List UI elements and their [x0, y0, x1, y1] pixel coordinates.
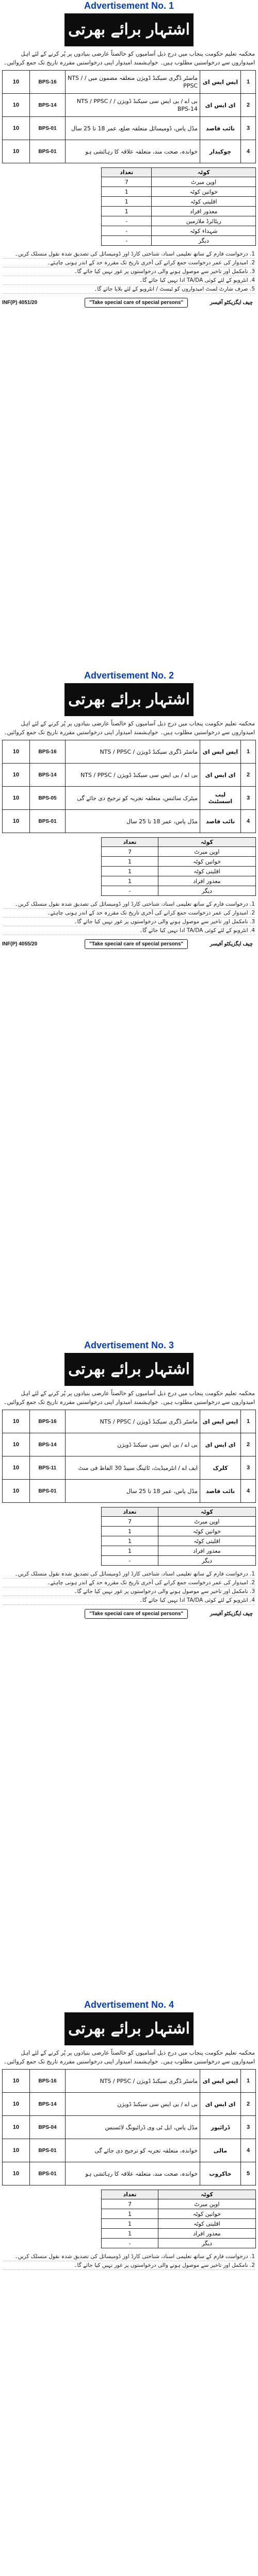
job-number: 5: [241, 2162, 256, 2185]
quota-row: [102, 857, 256, 867]
job-vacancies: 10: [3, 764, 30, 787]
quota-category: اقلیتی کوٹہ: [152, 197, 256, 207]
job-scale: BPS-16: [30, 2070, 66, 2093]
quota-category: خواتین کوٹہ: [152, 187, 256, 197]
job-number: 2: [241, 2093, 256, 2116]
quota-count: 1: [102, 197, 152, 207]
quota-row: [102, 207, 256, 216]
quota-row: [102, 2199, 256, 2209]
job-vacancies: 10: [3, 810, 30, 833]
job-row: [3, 2070, 256, 2093]
advertisement-heading: Advertisement No. 1: [84, 1, 174, 11]
quota-row: [102, 886, 256, 896]
quota-category: اوپن میرٹ: [152, 177, 256, 187]
job-number: 1: [241, 71, 256, 94]
job-scale: BPS-01: [30, 2162, 66, 2185]
signatory: چیف ایگزیکٹو آفیسر: [209, 941, 253, 947]
inf-reference: INF(P) 4055/20: [2, 941, 38, 947]
quota-header: تعداد: [102, 2190, 158, 2199]
advertisement-footer: [2, 939, 256, 951]
quota-row: [102, 2229, 256, 2239]
job-row: [3, 810, 256, 833]
quota-row: [102, 1536, 256, 1546]
job-scale: BPS-01: [30, 1480, 66, 1503]
term-item: 1. درخواست فارم کے ساتھ تعلیمی اسناد، شناختی کارڈ اور ڈومیسائل کی تصدیق شدہ نقول منسلک کریں۔: [3, 1570, 255, 1579]
quota-count: -: [102, 226, 152, 236]
job-scale: BPS-14: [30, 94, 66, 117]
job-qualification: ماسٹر ڈگری سیکنڈ ڈویژن متعلقہ مضمون میں / NTS / PPSC: [66, 71, 200, 94]
job-qualification: بی اے / بی ایس سی سیکنڈ ڈویژن: [66, 1433, 200, 1456]
quota-count: 7: [102, 1517, 158, 1527]
jobs-table: [2, 2069, 256, 2185]
job-title: خاکروب: [200, 2162, 241, 2185]
quota-row: [102, 1517, 256, 1527]
job-row: [3, 1456, 256, 1480]
term-item: 2. امیدوار کی عمر درخواست جمع کرانے کی آخری تاریخ تک مقررہ حد کے اندر ہونی چاہئے۔: [3, 909, 255, 918]
job-number: 1: [241, 1410, 256, 1433]
job-qualification: بی اے / بی ایس سی سیکنڈ ڈویژن / NTS / PPSC: [66, 764, 200, 787]
job-title: نائب قاصد: [200, 1480, 241, 1503]
quota-category: اقلیتی کوٹہ: [158, 867, 255, 876]
job-number: 4: [241, 810, 256, 833]
quota-category: خواتین کوٹہ: [158, 1527, 255, 1536]
quota-count: -: [102, 886, 158, 896]
job-number: 1: [241, 2070, 256, 2093]
quota-header: تعداد: [102, 838, 158, 847]
job-row: [3, 740, 256, 764]
job-qualification: ماسٹر ڈگری سیکنڈ ڈویژن / NTS / PPSC: [66, 1410, 200, 1433]
job-row: [3, 140, 256, 163]
job-title: ایس ایس ای: [200, 740, 241, 764]
job-number: 3: [241, 2116, 256, 2139]
quota-count: -: [102, 2239, 158, 2248]
job-scale: BPS-01: [30, 140, 66, 163]
advertisement-heading: Advertisement No. 4: [84, 1999, 174, 2010]
job-scale: BPS-05: [30, 787, 66, 810]
quota-count: 1: [102, 1546, 158, 1556]
job-number: 2: [241, 1433, 256, 1456]
job-number: 4: [241, 1480, 256, 1503]
term-item: 1. درخواست فارم کے ساتھ تعلیمی اسناد، شناختی کارڈ اور ڈومیسائل کی تصدیق شدہ نقول منسلک کریں۔: [3, 250, 255, 259]
job-qualification: مڈل پاس، عمر 18 تا 25 سال: [66, 1480, 200, 1503]
recruitment-banner: اشتہار برائے بھرتی: [64, 2012, 194, 2045]
quota-count: 7: [102, 847, 158, 857]
job-qualification: ماسٹر ڈگری سیکنڈ ڈویژن / NTS / PPSC: [66, 2070, 200, 2093]
quota-count: 7: [102, 2199, 158, 2209]
term-item: 1. درخواست فارم کے ساتھ تعلیمی اسناد، شناختی کارڈ اور ڈومیسائل کی تصدیق شدہ نقول منسلک کریں۔: [3, 2252, 255, 2261]
job-title: ای ایس ای: [200, 94, 241, 117]
signatory: چیف ایگزیکٹو آفیسر: [209, 300, 253, 306]
job-qualification: مڈل پاس، عمر 18 تا 25 سال: [66, 810, 200, 833]
quota-category: خواتین کوٹہ: [158, 857, 255, 867]
quota-category: معذور افراد: [152, 207, 256, 216]
quota-count: 7: [102, 177, 152, 187]
quota-header: تعداد: [102, 168, 152, 177]
quota-count: -: [102, 1556, 158, 1566]
job-title: چوکیدار: [200, 140, 241, 163]
quota-row: [102, 1556, 256, 1566]
job-row: [3, 1433, 256, 1456]
quota-row: [102, 847, 256, 857]
term-item: 3. نامکمل اور تاخیر سے موصول ہونے والی درخواستوں پر غور نہیں کیا جائے گا۔: [3, 1587, 255, 1596]
job-qualification: بی اے / بی ایس سی سیکنڈ ڈویژن: [66, 2093, 200, 2116]
quota-row: [102, 187, 256, 197]
quota-category: خواتین کوٹہ: [158, 2209, 255, 2219]
job-scale: BPS-14: [30, 2093, 66, 2116]
quota-count: 1: [102, 187, 152, 197]
job-vacancies: 10: [3, 140, 30, 163]
job-row: [3, 2162, 256, 2185]
quota-header: تعداد: [102, 1507, 158, 1517]
advertisement-intro: محکمہ تعلیم حکومت پنجاب میں درج ذیل آسامیوں کو خالصتاً عارضی بنیادوں پر پُر کرنے کے لئے اہل امیدواروں سے درخواستیں مطلوب ہیں۔ خواہشمند امیدوار اپنی درخواستیں مقررہ تاریخ تک جمع کروائیں۔: [4, 2049, 255, 2065]
job-row: [3, 2116, 256, 2139]
special-persons-note: "Take special care of special persons": [85, 939, 188, 949]
job-number: 3: [241, 787, 256, 810]
job-number: 3: [241, 1456, 256, 1480]
job-row: [3, 1410, 256, 1433]
jobs-table: [2, 740, 256, 833]
advertisement-2: [0, 670, 258, 951]
quota-count: -: [102, 216, 152, 226]
quota-count: 1: [102, 857, 158, 867]
job-vacancies: 10: [3, 94, 30, 117]
quota-category: دیگر: [158, 2239, 255, 2248]
job-vacancies: 10: [3, 117, 30, 140]
terms-and-conditions: [3, 2252, 255, 2270]
quota-category: ریٹائرڈ ملازمین: [152, 216, 256, 226]
job-qualification: خواندہ، متعلقہ تجربہ کو ترجیح دی جائے گی: [66, 2139, 200, 2162]
advertisement-footer: [2, 1609, 256, 1620]
advertisement-intro: محکمہ تعلیم حکومت پنجاب میں درج ذیل آسامیوں کو خالصتاً عارضی بنیادوں پر پُر کرنے کے لئے اہل امیدواروں سے درخواستیں مطلوب ہیں۔ خواہشمند امیدوار اپنی درخواستیں مقررہ تاریخ تک جمع کروائیں۔: [4, 50, 255, 66]
job-qualification: مڈل پاس، ایل ٹی وی ڈرائیونگ لائسنس: [66, 2116, 200, 2139]
quota-count: 1: [102, 867, 158, 876]
term-item: 4. انٹرویو کے لئے کوئی TA/DA ادا نہیں کیا جائے گا۔: [3, 926, 255, 935]
job-number: 1: [241, 740, 256, 764]
jobs-table: [2, 70, 256, 163]
advertisement-intro: محکمہ تعلیم حکومت پنجاب میں درج ذیل آسامیوں کو خالصتاً عارضی بنیادوں پر پُر کرنے کے لئے اہل امیدواروں سے درخواستیں مطلوب ہیں۔ خواہشمند امیدوار اپنی درخواستیں مقررہ تاریخ تک جمع کروائیں۔: [4, 720, 255, 736]
quota-count: 1: [102, 2209, 158, 2219]
quota-category: اوپن میرٹ: [158, 1517, 255, 1527]
job-row: [3, 787, 256, 810]
quota-count: 1: [102, 2219, 158, 2229]
job-vacancies: 10: [3, 1480, 30, 1503]
quota-row: [102, 876, 256, 886]
job-title: ایس ایس ای: [200, 2070, 241, 2093]
job-qualification: خواندہ، صحت مند، متعلقہ علاقہ کا رہائشی ہو: [66, 2162, 200, 2185]
job-title: لیب اسسٹنٹ: [200, 787, 241, 810]
job-title: مالی: [200, 2139, 241, 2162]
job-scale: BPS-14: [30, 1433, 66, 1456]
job-row: [3, 1480, 256, 1503]
advertisement-4: [0, 1999, 258, 2270]
quota-count: 1: [102, 876, 158, 886]
advertisement-3: [0, 1340, 258, 1620]
term-item: 4. انٹرویو کے لئے کوئی TA/DA ادا نہیں کیا جائے گا۔: [3, 276, 255, 285]
quota-row: [102, 216, 256, 226]
advertisement-heading: Advertisement No. 2: [84, 670, 174, 681]
job-vacancies: 10: [3, 740, 30, 764]
quota-category: معذور افراد: [158, 2229, 255, 2239]
job-title: نائب قاصد: [200, 810, 241, 833]
quota-header: کوٹہ: [158, 838, 255, 847]
quota-count: 1: [102, 207, 152, 216]
recruitment-banner: اشتہار برائے بھرتی: [64, 683, 194, 716]
job-vacancies: 10: [3, 1410, 30, 1433]
quota-header: کوٹہ: [158, 2190, 255, 2199]
jobs-table: [2, 1410, 256, 1503]
job-title: ایس ایس ای: [200, 71, 241, 94]
job-title: ای ایس ای: [200, 2093, 241, 2116]
quota-row: [102, 197, 256, 207]
job-number: 2: [241, 94, 256, 117]
term-item: 2. امیدوار کی عمر درخواست جمع کرانے کی آخری تاریخ تک مقررہ حد کے اندر ہونی چاہئے۔: [3, 1579, 255, 1587]
terms-and-conditions: [3, 900, 255, 935]
quota-category: دیگر: [158, 886, 255, 896]
job-vacancies: 10: [3, 2139, 30, 2162]
signatory: چیف ایگزیکٹو آفیسر: [209, 1611, 253, 1617]
quota-row: [102, 867, 256, 876]
terms-and-conditions: [3, 1570, 255, 1605]
term-item: 4. انٹرویو کے لئے کوئی TA/DA ادا نہیں کیا جائے گا۔: [3, 1596, 255, 1605]
recruitment-banner: اشتہار برائے بھرتی: [64, 1353, 194, 1386]
job-scale: BPS-11: [30, 1456, 66, 1480]
special-persons-note: "Take special care of special persons": [85, 298, 188, 308]
job-number: 3: [241, 117, 256, 140]
job-row: [3, 764, 256, 787]
job-title: نائب قاصد: [200, 117, 241, 140]
quota-count: 1: [102, 1536, 158, 1546]
job-row: [3, 2139, 256, 2162]
job-qualification: ایف اے / انٹرمیڈیٹ، ٹائپنگ سپیڈ 30 الفاظ فی منٹ: [66, 1456, 200, 1480]
quota-category: معذور افراد: [158, 1546, 255, 1556]
quota-row: [102, 226, 256, 236]
quota-table: [101, 167, 256, 246]
inf-reference: INF(P) 4051/20: [2, 300, 38, 306]
job-title: ڈرائیور: [200, 2116, 241, 2139]
quota-row: [102, 2219, 256, 2229]
quota-count: -: [102, 236, 152, 246]
quota-category: اقلیتی کوٹہ: [158, 1536, 255, 1546]
quota-category: اقلیتی کوٹہ: [158, 2219, 255, 2229]
quota-row: [102, 2239, 256, 2248]
job-vacancies: 10: [3, 1433, 30, 1456]
advertisement-heading: Advertisement No. 3: [84, 1340, 174, 1350]
term-item: 3. نامکمل اور تاخیر سے موصول ہونے والی درخواستوں پر غور نہیں کیا جائے گا۔: [3, 267, 255, 276]
job-scale: BPS-01: [30, 810, 66, 833]
quota-table: [101, 2190, 256, 2248]
quota-header: کوٹہ: [152, 168, 256, 177]
quota-row: [102, 236, 256, 246]
quota-table: [101, 837, 256, 896]
job-row: [3, 71, 256, 94]
job-scale: BPS-14: [30, 764, 66, 787]
job-vacancies: 10: [3, 1456, 30, 1480]
job-qualification: ماسٹر ڈگری سیکنڈ ڈویژن / NTS / PPSC: [66, 740, 200, 764]
job-title: ایس ایس ای: [200, 1410, 241, 1433]
quota-category: معذور افراد: [158, 876, 255, 886]
job-vacancies: 10: [3, 2162, 30, 2185]
job-vacancies: 10: [3, 787, 30, 810]
special-persons-note: "Take special care of special persons": [85, 1609, 188, 1619]
quota-category: اوپن میرٹ: [158, 2199, 255, 2209]
job-qualification: خواندہ، صحت مند، متعلقہ علاقہ کا رہائشی ہو: [66, 140, 200, 163]
job-scale: BPS-16: [30, 71, 66, 94]
job-scale: BPS-01: [30, 2139, 66, 2162]
job-title: ای ایس ای: [200, 764, 241, 787]
job-scale: BPS-16: [30, 1410, 66, 1433]
quota-row: [102, 2209, 256, 2219]
quota-row: [102, 1546, 256, 1556]
job-qualification: میٹرک سائنس، متعلقہ تجربہ کو ترجیح دی جائے گی: [66, 787, 200, 810]
quota-row: [102, 177, 256, 187]
job-row: [3, 94, 256, 117]
job-vacancies: 10: [3, 71, 30, 94]
job-scale: BPS-01: [30, 117, 66, 140]
quota-category: اوپن میرٹ: [158, 847, 255, 857]
quota-count: 1: [102, 2229, 158, 2239]
quota-count: 1: [102, 1527, 158, 1536]
job-title: کلرک: [200, 1456, 241, 1480]
term-item: 1. درخواست فارم کے ساتھ تعلیمی اسناد، شناختی کارڈ اور ڈومیسائل کی تصدیق شدہ نقول منسلک کریں۔: [3, 900, 255, 909]
job-number: 2: [241, 764, 256, 787]
job-title: ای ایس ای: [200, 1433, 241, 1456]
quota-header: کوٹہ: [158, 1507, 255, 1517]
terms-and-conditions: [3, 250, 255, 294]
job-scale: BPS-04: [30, 2116, 66, 2139]
job-number: 4: [241, 140, 256, 163]
job-vacancies: 10: [3, 2116, 30, 2139]
job-vacancies: 10: [3, 2093, 30, 2116]
quota-category: شہداء کوٹہ: [152, 226, 256, 236]
advertisement-footer: [2, 298, 256, 309]
quota-category: دیگر: [152, 236, 256, 246]
advertisement-1: [0, 0, 258, 309]
job-vacancies: 10: [3, 2070, 30, 2093]
job-row: [3, 2093, 256, 2116]
term-item: 2. امیدوار کی عمر درخواست جمع کرانے کی آخری تاریخ تک مقررہ حد کے اندر ہونی چاہئے۔: [3, 259, 255, 267]
recruitment-banner: اشتہار برائے بھرتی: [64, 13, 194, 46]
advertisement-intro: محکمہ تعلیم حکومت پنجاب میں درج ذیل آسامیوں کو خالصتاً عارضی بنیادوں پر پُر کرنے کے لئے اہل امیدواروں سے درخواستیں مطلوب ہیں۔ خواہشمند امیدوار اپنی درخواستیں مقررہ تاریخ تک جمع کروائیں۔: [4, 1390, 255, 1405]
job-number: 4: [241, 2139, 256, 2162]
quota-category: دیگر: [158, 1556, 255, 1566]
job-qualification: مڈل پاس، ڈومیسائل متعلقہ ضلع، عمر 18 تا 25 سال: [66, 117, 200, 140]
quota-row: [102, 1527, 256, 1536]
job-row: [3, 117, 256, 140]
term-item: 2. نامکمل اور تاخیر سے موصول ہونے والی درخواستوں پر غور نہیں کیا جائے گا۔: [3, 2261, 255, 2270]
term-item: 5. صرف شارٹ لسٹ امیدواروں کو ٹیسٹ / انٹرویو کے لئے بلایا جائے گا۔: [3, 285, 255, 294]
job-scale: BPS-16: [30, 740, 66, 764]
job-qualification: بی اے / بی ایس سی سیکنڈ ڈویژن / NTS / PPSC / BPS-14: [66, 94, 200, 117]
quota-table: [101, 1507, 256, 1566]
term-item: 3. نامکمل اور تاخیر سے موصول ہونے والی درخواستوں پر غور نہیں کیا جائے گا۔: [3, 918, 255, 926]
